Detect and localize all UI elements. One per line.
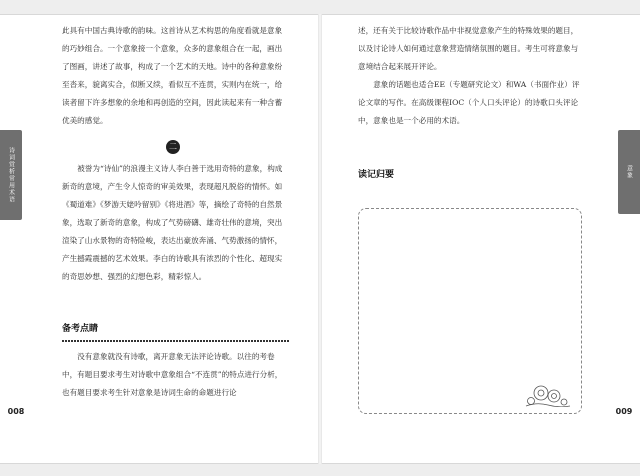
heading-text: 读记归要: [358, 170, 395, 180]
paragraph: 此具有中国古典诗歌的韵味。这首诗从艺术构思的角度看就是意象的巧妙组合。一个意象接一个意象，众多的意象组合在一起，画出了图画，讲述了故事，构成了一个艺术的天地。诗中的各种意象纷至沓来，貌离实合，似断又续，看似互不连贯，实则内在统一，给读者留下许多想象的余地和再创造的空间，因此读起来有一种含蓄优美的感觉。: [62, 26, 283, 125]
right-page-number: 009: [615, 406, 633, 416]
left-page-text: [62, 22, 284, 402]
right-page-text: [358, 22, 582, 188]
bottom-margin-bar: [0, 463, 640, 476]
left-chapter-tab: 诗词赏析常用术语: [0, 130, 22, 220]
heading-underline: [62, 340, 290, 342]
paragraph: 被誉为“诗仙”的浪漫主义诗人李白善于选用奇特的意象，构成新奇的意境，产生令人惊奇的审美效果，表现超凡脱俗的情怀。如《蜀道难》《梦游天姥吟留别》《将进酒》等，摘绘了奇特的自然景象，选取了新奇的意象，构成了气势磅礴、雄奇壮伟的意境，突出渲染了山水景物的奇特险峻，表达出豪放奔涌、气势激扬的情怀，产生撼霞震撼的艺术效果。李白的诗歌具有浓烈的个性化、超现实的奇思妙想、强烈的幻想色彩，精彩惊人。: [62, 164, 283, 281]
book-gutter: [318, 14, 322, 464]
notes-box: [358, 208, 582, 414]
top-margin-bar: [0, 0, 640, 15]
paragraph: 意象的话题也适合EE（专题研究论文）和WA（书面作业）评论文章的写作。在高级课程IOC（个人口头评论）的诗歌口头评论中，意象也是一个必用的术语。: [358, 80, 580, 125]
decorative-flowers-icon: [523, 381, 573, 407]
paragraph: 没有意象就没有诗歌，离开意象无法评论诗歌。以往的考卷中，有题目要求考生对诗歌中意象组合“不连贯”的特点进行分析，也有题目要求考生针对意象是诗词生命的命题进行论: [62, 352, 283, 397]
left-page-number: 008: [7, 406, 25, 416]
heading-text: 备考点睛: [62, 324, 99, 334]
paragraph: 述，还有关于比较诗歌作品中非视觉意象产生的特殊效果的题目，以及讨论诗人如何通过意象营造情绪氛围的题目。考生可将意象与意境结合起来展开评论。: [358, 26, 579, 71]
section-number-badge: 二: [166, 140, 180, 154]
section-heading: [358, 166, 582, 188]
right-chapter-tab: 意象: [618, 130, 640, 214]
section-heading: [62, 320, 284, 342]
